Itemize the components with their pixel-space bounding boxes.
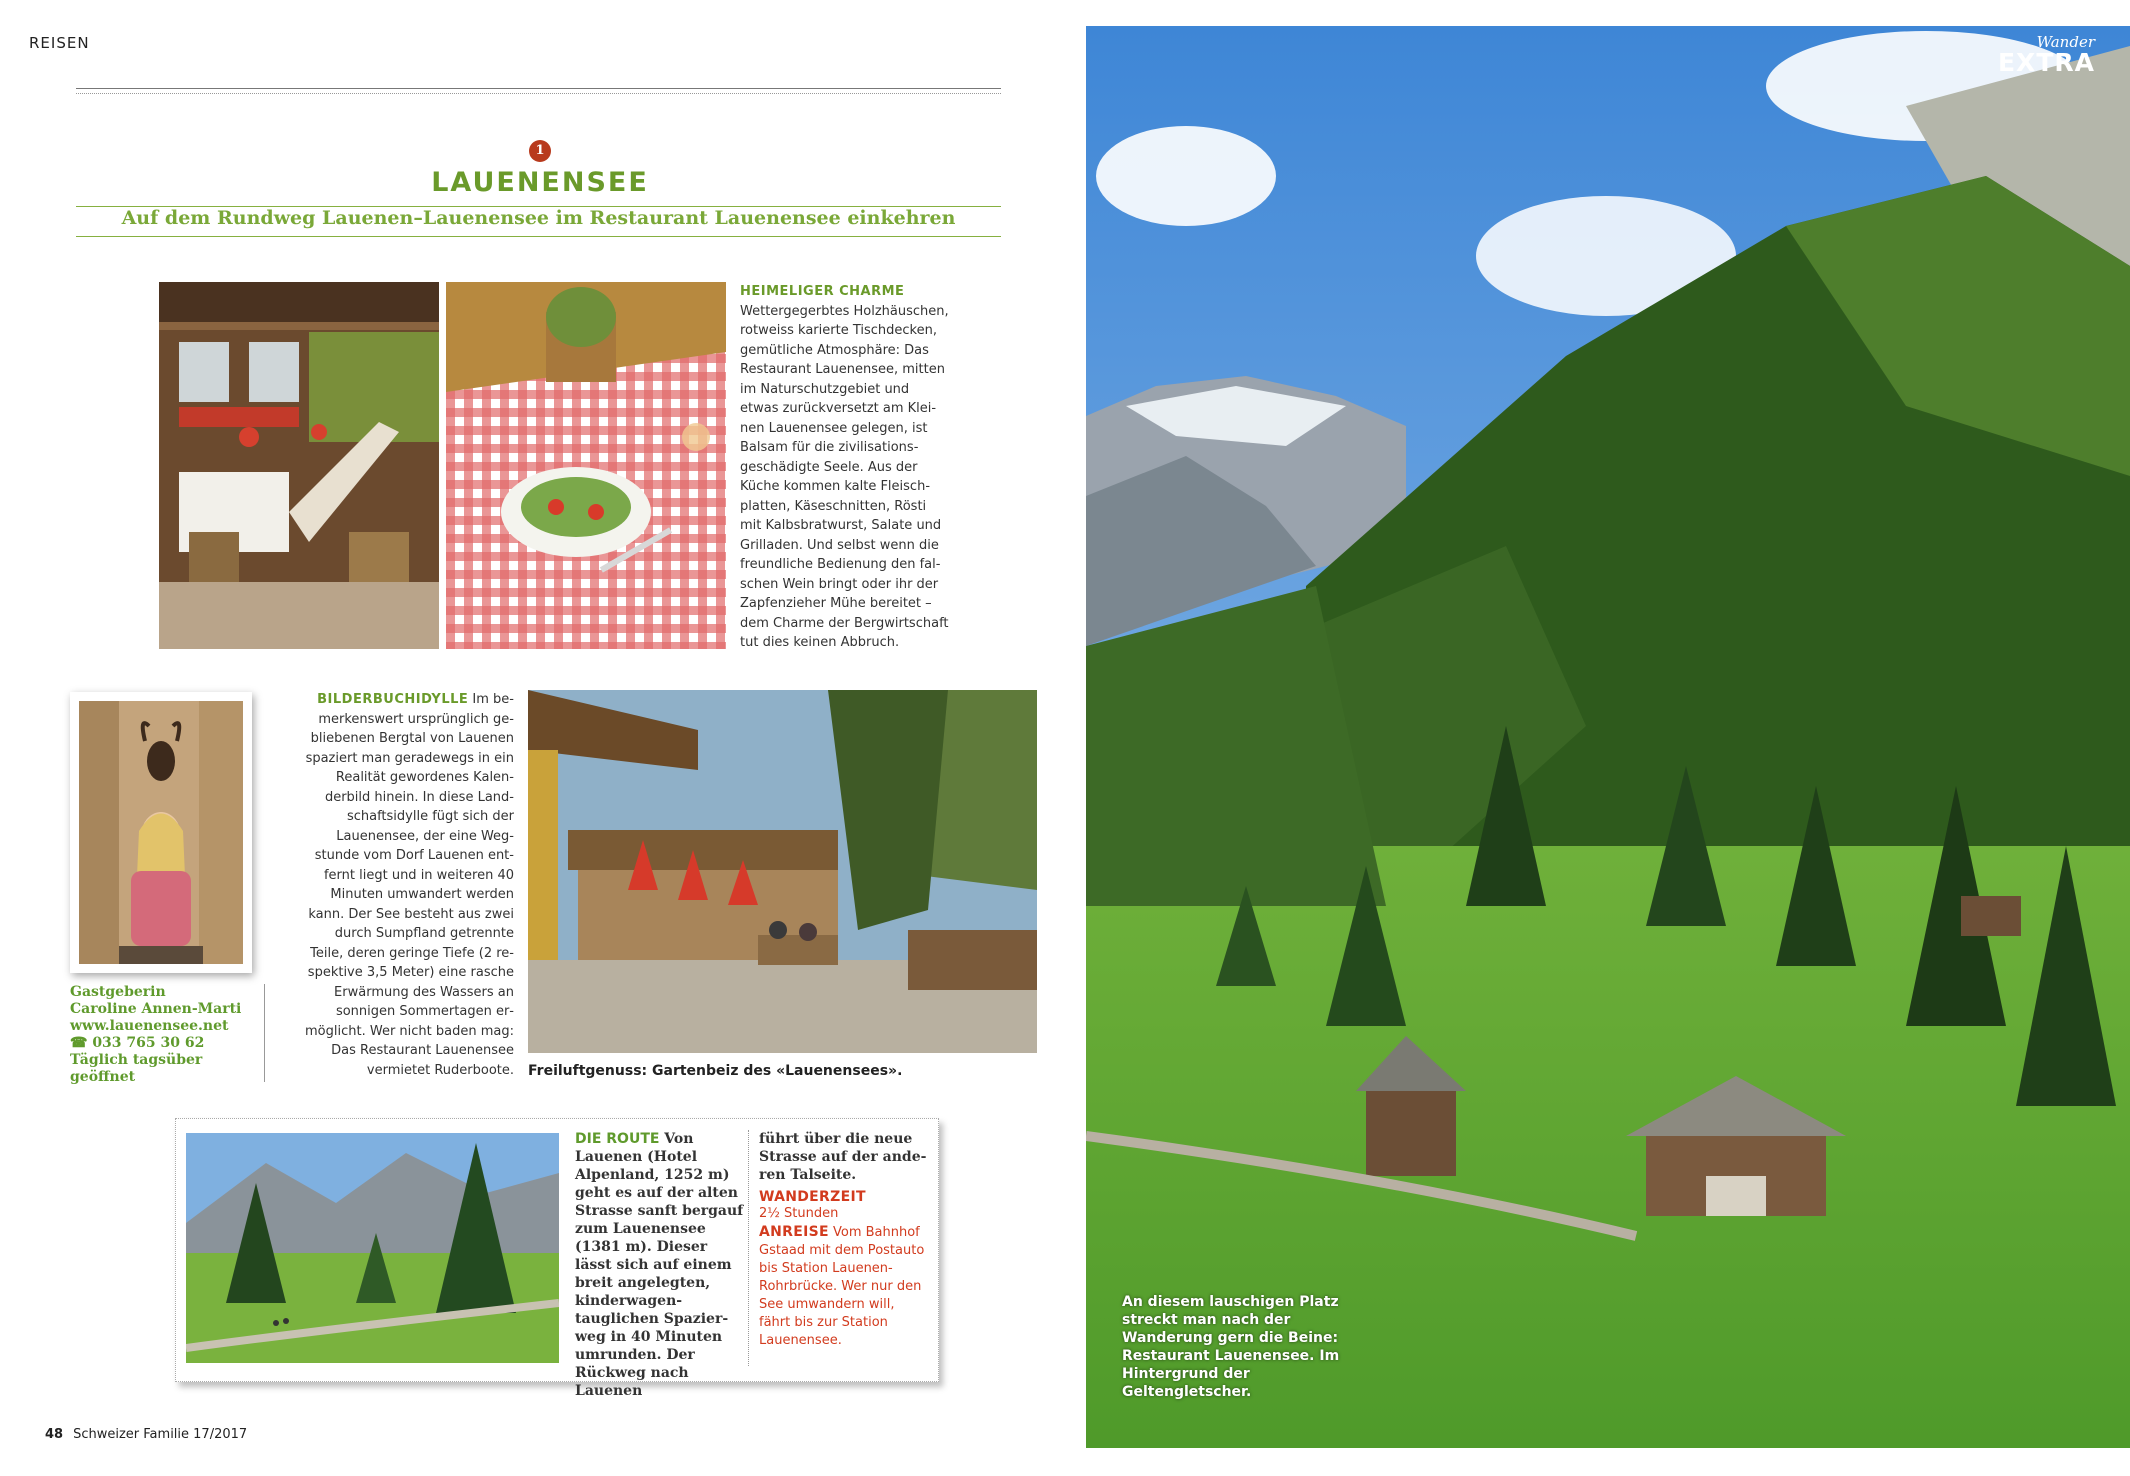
garden-caption: Freiluftgenuss: Gartenbeiz des «Lauenensees». [528, 1063, 903, 1079]
brand-big: EXTRA [1997, 48, 2095, 77]
page-footer [45, 1427, 247, 1442]
chalet-photo [159, 282, 439, 649]
salad-table-photo [446, 282, 726, 649]
host-phone: ☎ 033 765 30 62 [70, 1035, 205, 1051]
route-valley-photo [186, 1133, 559, 1363]
wander-extra-logo [1995, 34, 2095, 76]
idylle-lead: BILDERBUCHIDYLLE [317, 692, 469, 707]
charme-lead: HEIMELIGER CHARME [740, 284, 905, 299]
page-number: 48 [45, 1427, 64, 1442]
valley-caption: An diesem lauschigen Platz streckt man nach der Wanderung gern die Beine: Restaurant Lauenensee. Im Hintergrund der Geltengletscher. [1122, 1294, 1340, 1400]
subtitle: Auf dem Rundweg Lauenen–Lauenensee im Restaurant Lauenensee einkehren [121, 207, 956, 229]
charme-text: Wettergegerbtes Holzhäuschen, rotweiss karierte Tischdecken, gemütliche Atmosphäre: Das Restaurant Lauenensee, mitten im Naturschutzgebiet und etwas zurückversetzt am Kleinen Lauenensee gelegen, ist Balsam für die zivilisationsgeschädigte Seele. Aus der Küche kommen kalte Fleischplatten, Käseschnitten, Rösti mit Kalbsbratwurst, Salate und Grilladen. Und selbst wenn die freundliche Bedienung den falschen Wein bringt oder ihr der Zapfenzieher Mühe bereitet – dem Charme der Bergwirtschaft tut dies keinen Abbruch. [740, 303, 949, 650]
subhead-rule-bottom [76, 236, 1001, 237]
route-text-continued: führt über die neue Strasse auf der anderen Talseite. [759, 1131, 927, 1183]
header-rule [76, 88, 1001, 94]
idylle-paragraph [302, 690, 514, 1080]
route-text: Von Lauenen (Hotel Alpenland, 1252 m) geht es auf der alten Strasse sanft bergauf zum Lauenensee (1381 m). Dieser lässt sich auf einem breit angelegten, kinderwagentauglichen Spazierweg in 40 Minuten umrunden. Der Rückweg nach Lauenen [575, 1131, 744, 1399]
route-details [759, 1130, 929, 1350]
garden-restaurant-photo [528, 690, 1037, 1053]
route-divider [748, 1130, 749, 1366]
host-portrait [79, 701, 243, 964]
host-info [70, 984, 260, 1086]
anreise-label: ANREISE [759, 1224, 829, 1240]
idylle-text: Im bemerkenswert ursprünglich gebliebenen Bergtal von Lauenen spaziert man geradewegs in ein Realität gewordenes Kalenderbild hinein. In diese Landschaftsidylle fügt sich der Lauenensee, der eine Wegstunde vom Dorf Lauenen entfernt liegt und in weiteren 40 Minuten umwandert werden kann. Der See besteht aus zwei durch Sumpfland getrennte Teile, deren geringe Tiefe (2 respektive 3,5 Meter) eine rasche Erwärmung des Wassers an sonnigen Sommertagen ermöglicht. Wer nicht baden mag: Das Restaurant Lauenensee vermietet Ruderboote. [305, 692, 514, 1078]
host-portrait-frame [70, 692, 252, 973]
host-name: Caroline Annen-Marti [70, 1001, 242, 1017]
host-role: Gastgeberin [70, 984, 166, 1000]
host-hours-cont: geöffnet [70, 1069, 136, 1085]
wanderzeit-label: WANDERZEIT [759, 1189, 866, 1205]
host-hours: Täglich tagsüber [70, 1052, 203, 1068]
anreise-value: Vom Bahnhof Gstaad mit dem Postauto bis Station Lauenen-Rohrbrücke. Wer nur den See umwandern will, fährt bis zur Station Lauenensee. [759, 1225, 925, 1348]
page-title: LAUENENSEE [431, 167, 649, 198]
lauenensee-valley-photo [1086, 26, 2130, 1448]
route-lead: DIE ROUTE [575, 1131, 660, 1147]
wanderzeit-value: 2½ Stunden [759, 1206, 839, 1221]
number-badge: 1 [529, 140, 551, 162]
publication-name: Schweizer Familie 17/2017 [73, 1427, 248, 1442]
section-label: REISEN [29, 34, 90, 52]
host-website-link[interactable]: www.lauenensee.net [70, 1018, 229, 1034]
brand-small: Wander [2036, 33, 2095, 51]
charme-paragraph [740, 282, 950, 653]
route-description [575, 1130, 745, 1400]
host-divider [264, 984, 265, 1082]
